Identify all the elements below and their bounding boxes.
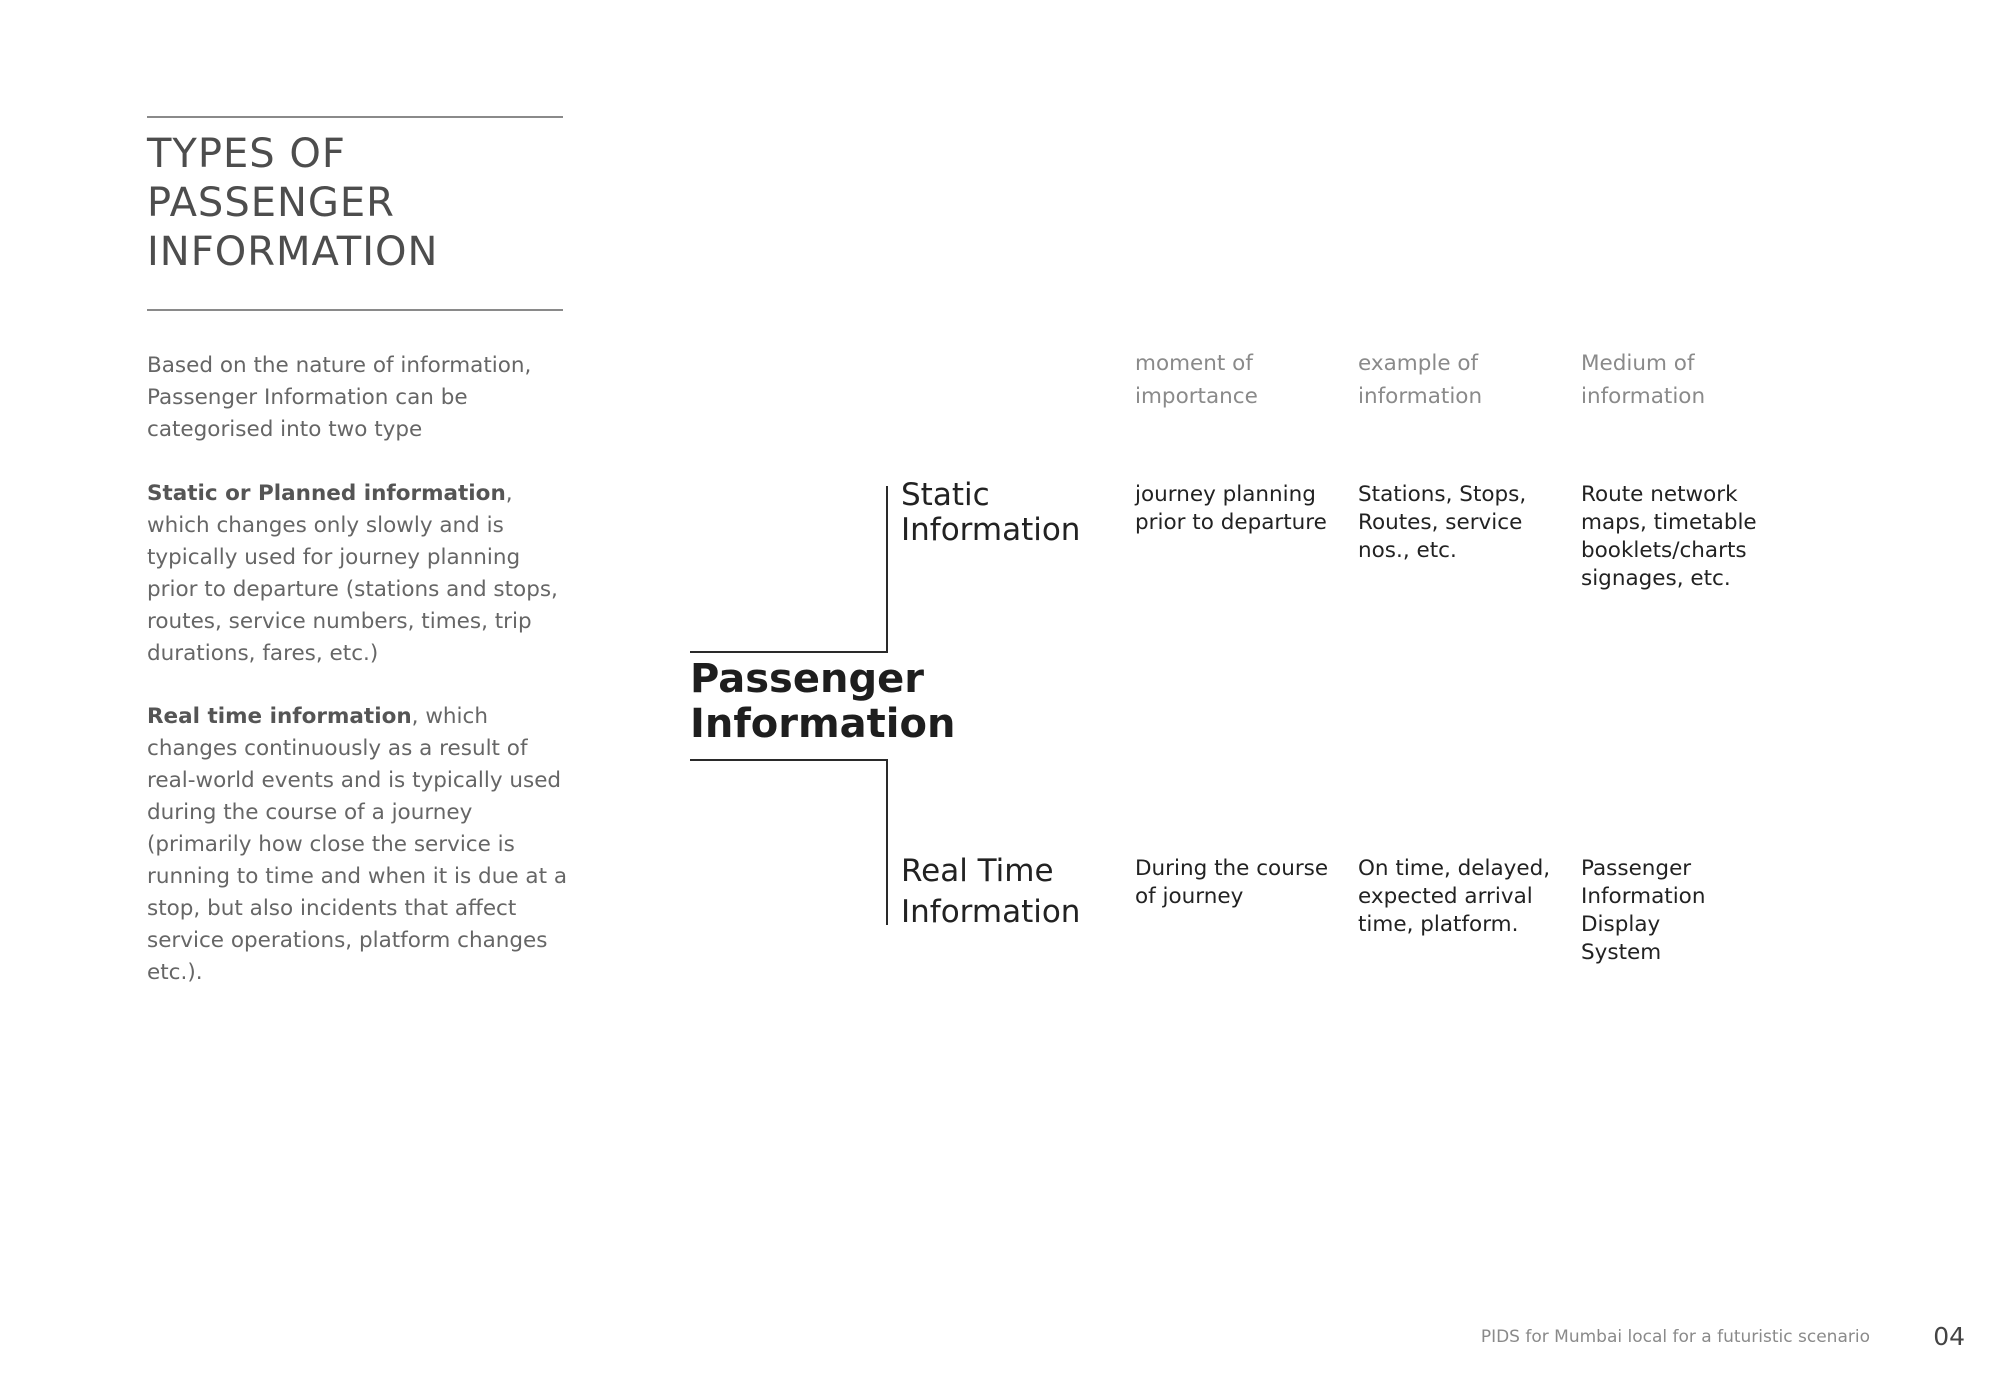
bottom-divider — [147, 309, 563, 311]
realtime-medium-cell — [1581, 855, 1796, 967]
static-description: , which changes only slowly and is typically used for journey planning prior to departure (stations and stops, routes, service numbers, times, trip durations, fares, etc.) — [147, 481, 558, 666]
static-paragraph — [147, 478, 577, 670]
root-top-connector — [690, 651, 887, 653]
cell-line: journey planning — [1135, 482, 1316, 507]
realtime-information-node — [901, 851, 1080, 933]
cell-line: Route network — [1581, 482, 1738, 507]
column-header-line: example of — [1358, 351, 1479, 376]
realtime-example-cell — [1358, 855, 1573, 939]
realtime-moment-cell — [1135, 855, 1350, 911]
cell-line: On time, delayed, — [1358, 856, 1551, 881]
cell-line: booklets/charts — [1581, 538, 1747, 563]
footer-caption: PIDS for Mumbai local for a futuristic scenario — [1480, 1327, 1870, 1347]
cell-line: signages, etc. — [1581, 566, 1731, 591]
cell-line: Display — [1581, 912, 1661, 937]
root-node-passenger-information — [690, 657, 955, 747]
cell-line: nos., etc. — [1358, 538, 1457, 563]
cell-line: During the course — [1135, 856, 1329, 881]
column-header-line: information — [1581, 384, 1706, 409]
cell-line: of journey — [1135, 884, 1244, 909]
root-line: Passenger — [690, 656, 924, 702]
static-term: Static or Planned information — [147, 481, 506, 506]
column-header-line: moment of — [1135, 351, 1253, 376]
static-moment-cell — [1135, 481, 1350, 537]
cell-line: Stations, Stops, — [1358, 482, 1527, 507]
page-number: 04 — [1933, 1322, 1965, 1351]
cell-line: prior to departure — [1135, 510, 1327, 535]
cell-line: Routes, service — [1358, 510, 1523, 535]
realtime-description: , which changes continuously as a result of real-world events and is typically used during the course of a journey (primarily how close the service is running to time and when it is due at a stop, but also incidents that affect service operations, platform changes etc.). — [147, 704, 568, 985]
column-header-line: information — [1358, 384, 1483, 409]
title-line: TYPES OF — [147, 131, 346, 177]
column-header-line: Medium of — [1581, 351, 1695, 376]
cell-line: maps, timetable — [1581, 510, 1757, 535]
column-header-medium — [1581, 347, 1781, 413]
static-example-cell — [1358, 481, 1573, 565]
title-line: INFORMATION — [147, 229, 439, 275]
realtime-term: Real time information — [147, 704, 412, 729]
column-header-line: importance — [1135, 384, 1258, 409]
column-header-moment — [1135, 347, 1335, 413]
cell-line: Passenger — [1581, 856, 1692, 881]
cell-line: System — [1581, 940, 1662, 965]
static-branch-line — [886, 486, 888, 653]
realtime-paragraph — [147, 701, 577, 989]
branch-line: Information — [901, 894, 1081, 930]
column-header-example — [1358, 347, 1558, 413]
intro-paragraph: Based on the nature of information, Passenger Information can be categorised into two type — [147, 353, 532, 442]
realtime-branch-line — [886, 759, 888, 925]
branch-line: Static — [901, 477, 990, 513]
branch-line: Real Time — [901, 853, 1054, 889]
cell-line: time, platform. — [1358, 912, 1519, 937]
cell-line: Information — [1581, 884, 1706, 909]
static-medium-cell — [1581, 481, 1796, 593]
static-information-node — [901, 478, 1080, 548]
branch-line: Information — [901, 512, 1081, 548]
top-divider — [147, 116, 563, 118]
root-bottom-connector — [690, 759, 887, 761]
root-line: Information — [690, 701, 956, 747]
cell-line: expected arrival — [1358, 884, 1533, 909]
title-line: PASSENGER — [147, 180, 395, 226]
page-title — [147, 130, 567, 277]
